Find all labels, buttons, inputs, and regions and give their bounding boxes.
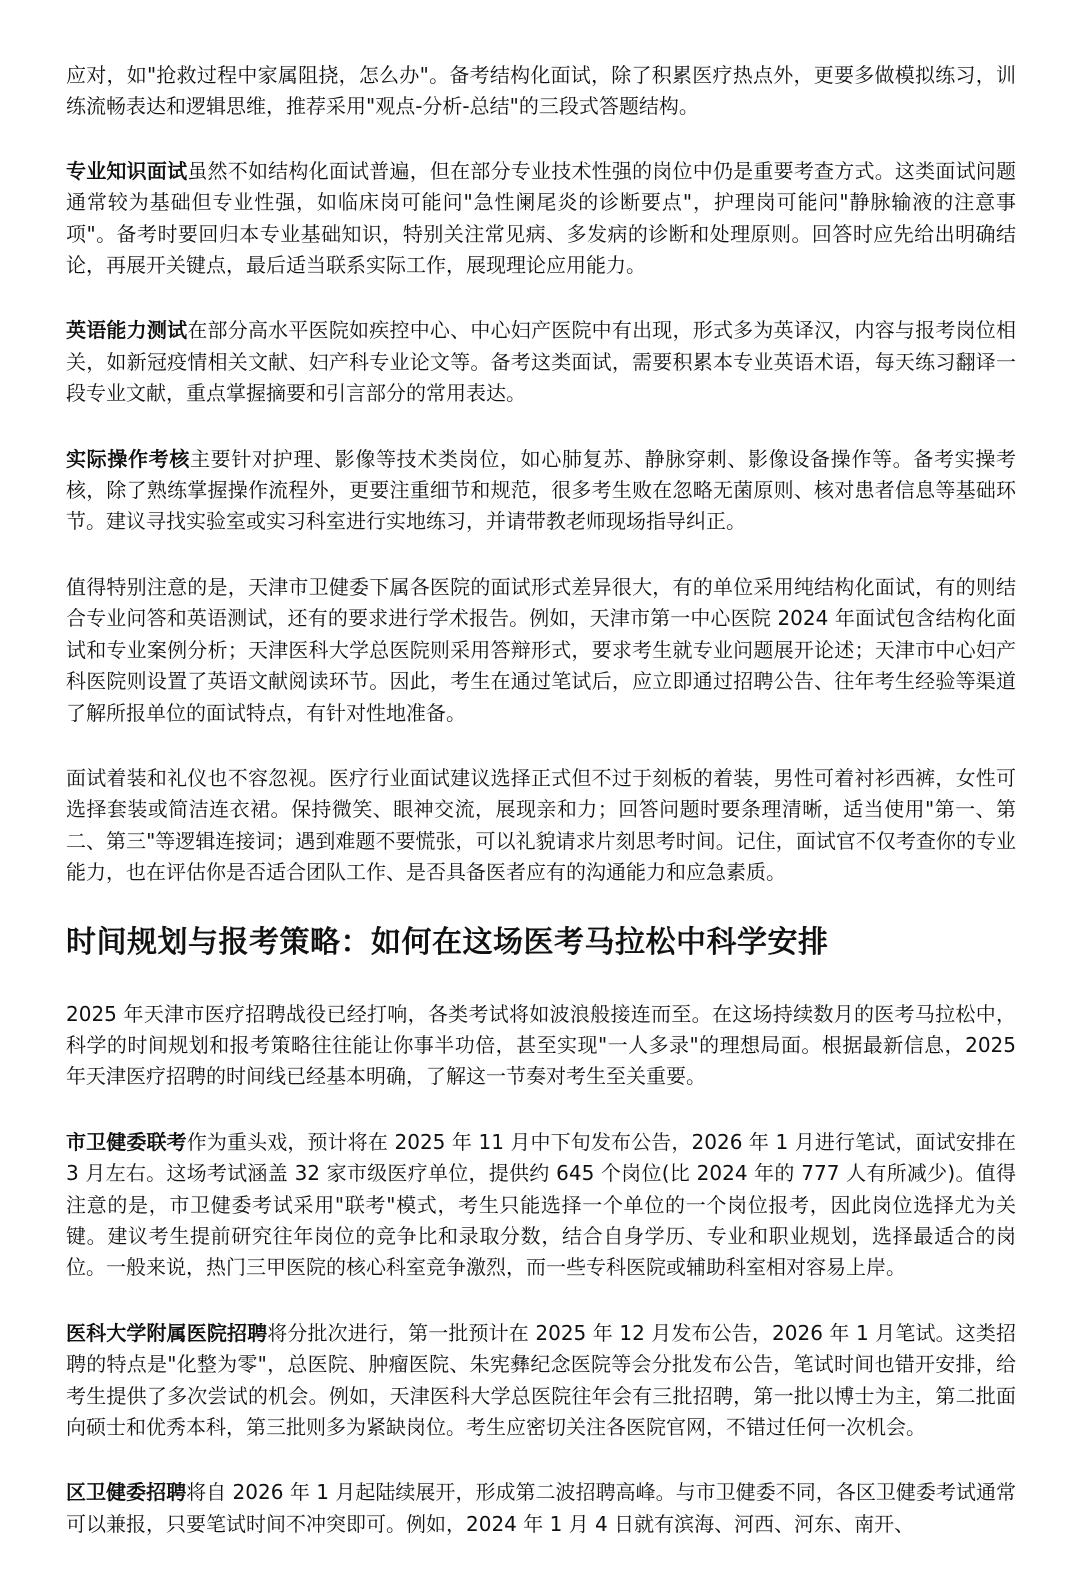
- intro-paragraph: [66, 60, 1016, 123]
- paragraph-text: 主要针对护理、影像等技术类岗位，如心肺复苏、静脉穿刺、影像设备操作等。备考实操考核，除了熟练掌握操作流程外，更要注重细节和规范，很多考生败在忽略无菌原则、核对患者信息等基础环节。建议寻找实验室或实习科室进行实地练习，并请带教老师现场指导纠正。: [66, 446, 1016, 534]
- paragraph-lead: 专业知识面试: [66, 158, 188, 183]
- paragraph-lead: 英语能力测试: [66, 318, 188, 343]
- section-intro-paragraph: [66, 999, 1016, 1093]
- paragraph-text: 虽然不如结构化面试普遍，但在部分专业技术性强的岗位中仍是重要考查方式。这类面试问题通常较为基础但专业性强，如临床岗可能问"急性阑尾炎的诊断要点"，护理岗可能问"静脉输液的注意事项"。备考时要回归本专业基础知识，特别关注常见病、多发病的诊断和处理原则。回答时应先给出明确结论，再展开关键点，最后适当联系实际工作，展现理论应用能力。: [66, 158, 1017, 278]
- paragraph-lead: 市卫健委联考: [66, 1129, 187, 1154]
- section-heading: 时间规划与报考策略：如何在这场医考马拉松中科学安排: [66, 924, 829, 960]
- document-page: [66, 60, 1016, 1574]
- paragraph-text: 值得特别注意的是，天津市卫健委下属各医院的面试形式差异很大，有的单位采用纯结构化面试，有的则结合专业问答和英语测试，还有的要求进行学术报告。例如，天津市第一中心医院 2024 年面试包含结构化面试和专业案例分析；天津医科大学总医院则采用答辩形式，要求考生就专业问题展开论述；天津市中心妇产科医院则设置了英语文献阅读环节。因此，考生在通过笔试后，应立即通过招聘公告、往年考生经验等渠道了解所报单位的面试特点，有针对性地准备。: [66, 574, 1016, 725]
- paragraph-lead: 实际操作考核: [66, 446, 190, 471]
- english-test-paragraph: [66, 315, 1016, 409]
- intro-text: 应对，如"抢救过程中家属阻挠，怎么办"。备考结构化面试，除了积累医疗热点外，更要多做模拟练习，训练流畅表达和逻辑思维，推荐采用"观点-分析-总结"的三段式答题结构。: [66, 63, 1016, 119]
- district-health-commission-paragraph: [66, 1477, 1016, 1540]
- paragraph-text: 2025 年天津市医疗招聘战役已经打响，各类考试将如波浪般接连而至。在这场持续数月的医考马拉松中，科学的时间规划和报考策略往往能让你事半功倍，甚至实现"一人多录"的理想局面。根据最新信息，2025 年天津医疗招聘的时间线已经基本明确，了解这一节奏对考生至关重要。: [66, 1001, 1016, 1089]
- practical-exam-paragraph: [66, 444, 1016, 538]
- medical-university-hospital-paragraph: [66, 1318, 1016, 1444]
- interview-format-note-paragraph: [66, 572, 1016, 729]
- paragraph-text: 在部分高水平医院如疾控中心、中心妇产医院中有出现，形式多为英译汉，内容与报考岗位相关，如新冠疫情相关文献、妇产科专业论文等。备考这类面试，需要积累本专业英语术语，每天练习翻译一段专业文献，重点掌握摘要和引言部分的常用表达。: [66, 318, 1017, 406]
- paragraph-lead: 医科大学附属医院招聘: [66, 1320, 268, 1345]
- city-health-commission-paragraph: [66, 1127, 1016, 1284]
- paragraph-text: 作为重头戏，预计将在 2025 年 11 月中下旬发布公告，2026 年 1 月进行笔试，面试安排在 3 月左右。这场考试涵盖 32 家市级医疗单位，提供约 645 个岗位(比 2024 年的 777 人有所减少)。值得注意的是，市卫健委考试采用"联考"模式，考生只能选择一个单位的一个岗位报考，因此岗位选择尤为关键。建议考生提前研究往年岗位的竞争比和录取分数，结合自身学历、专业和职业规划，选择最适合的岗位。一般来说，热门三甲医院的核心科室竞争激烈，而一些专科医院或辅助科室相对容易上岸。: [66, 1129, 1017, 1280]
- paragraph-lead: 区卫健委招聘: [66, 1480, 187, 1505]
- paragraph-text: 将分批次进行，第一批预计在 2025 年 12 月发布公告，2026 年 1 月笔试。这类招聘的特点是"化整为零"，总医院、肿瘤医院、朱宪彝纪念医院等会分批发布公告，笔试时间也错开安排，给考生提供了多次尝试的机会。例如，天津医科大学总医院往年会有三批招聘，第一批以博士为主，第二批面向硕士和优秀本科，第三批则多为紧缺岗位。考生应密切关注各医院官网，不错过任何一次机会。: [66, 1320, 1016, 1439]
- paragraph-text: 将自 2026 年 1 月起陆续展开，形成第二波招聘高峰。与市卫健委不同，各区卫健委考试通常可以兼报，只要笔试时间不冲突即可。例如，2024 年 1 月 4 日就有滨海、河西、河东、南开、: [66, 1480, 1016, 1536]
- paragraph-text: 面试着装和礼仪也不容忽视。医疗行业面试建议选择正式但不过于刻板的着装，男性可着衬衫西裤，女性可选择套装或简洁连衣裙。保持微笑、眼神交流，展现亲和力；回答问题时要条理清晰，适当使用"第一、第二、第三"等逻辑连接词；遇到难题不要慌张，可以礼貌请求片刻思考时间。记住，面试官不仅考查你的专业能力，也在评估你是否适合团队工作、是否具备医者应有的沟通能力和应急素质。: [66, 765, 1016, 885]
- professional-knowledge-paragraph: [66, 156, 1016, 282]
- etiquette-paragraph: [66, 763, 1016, 889]
